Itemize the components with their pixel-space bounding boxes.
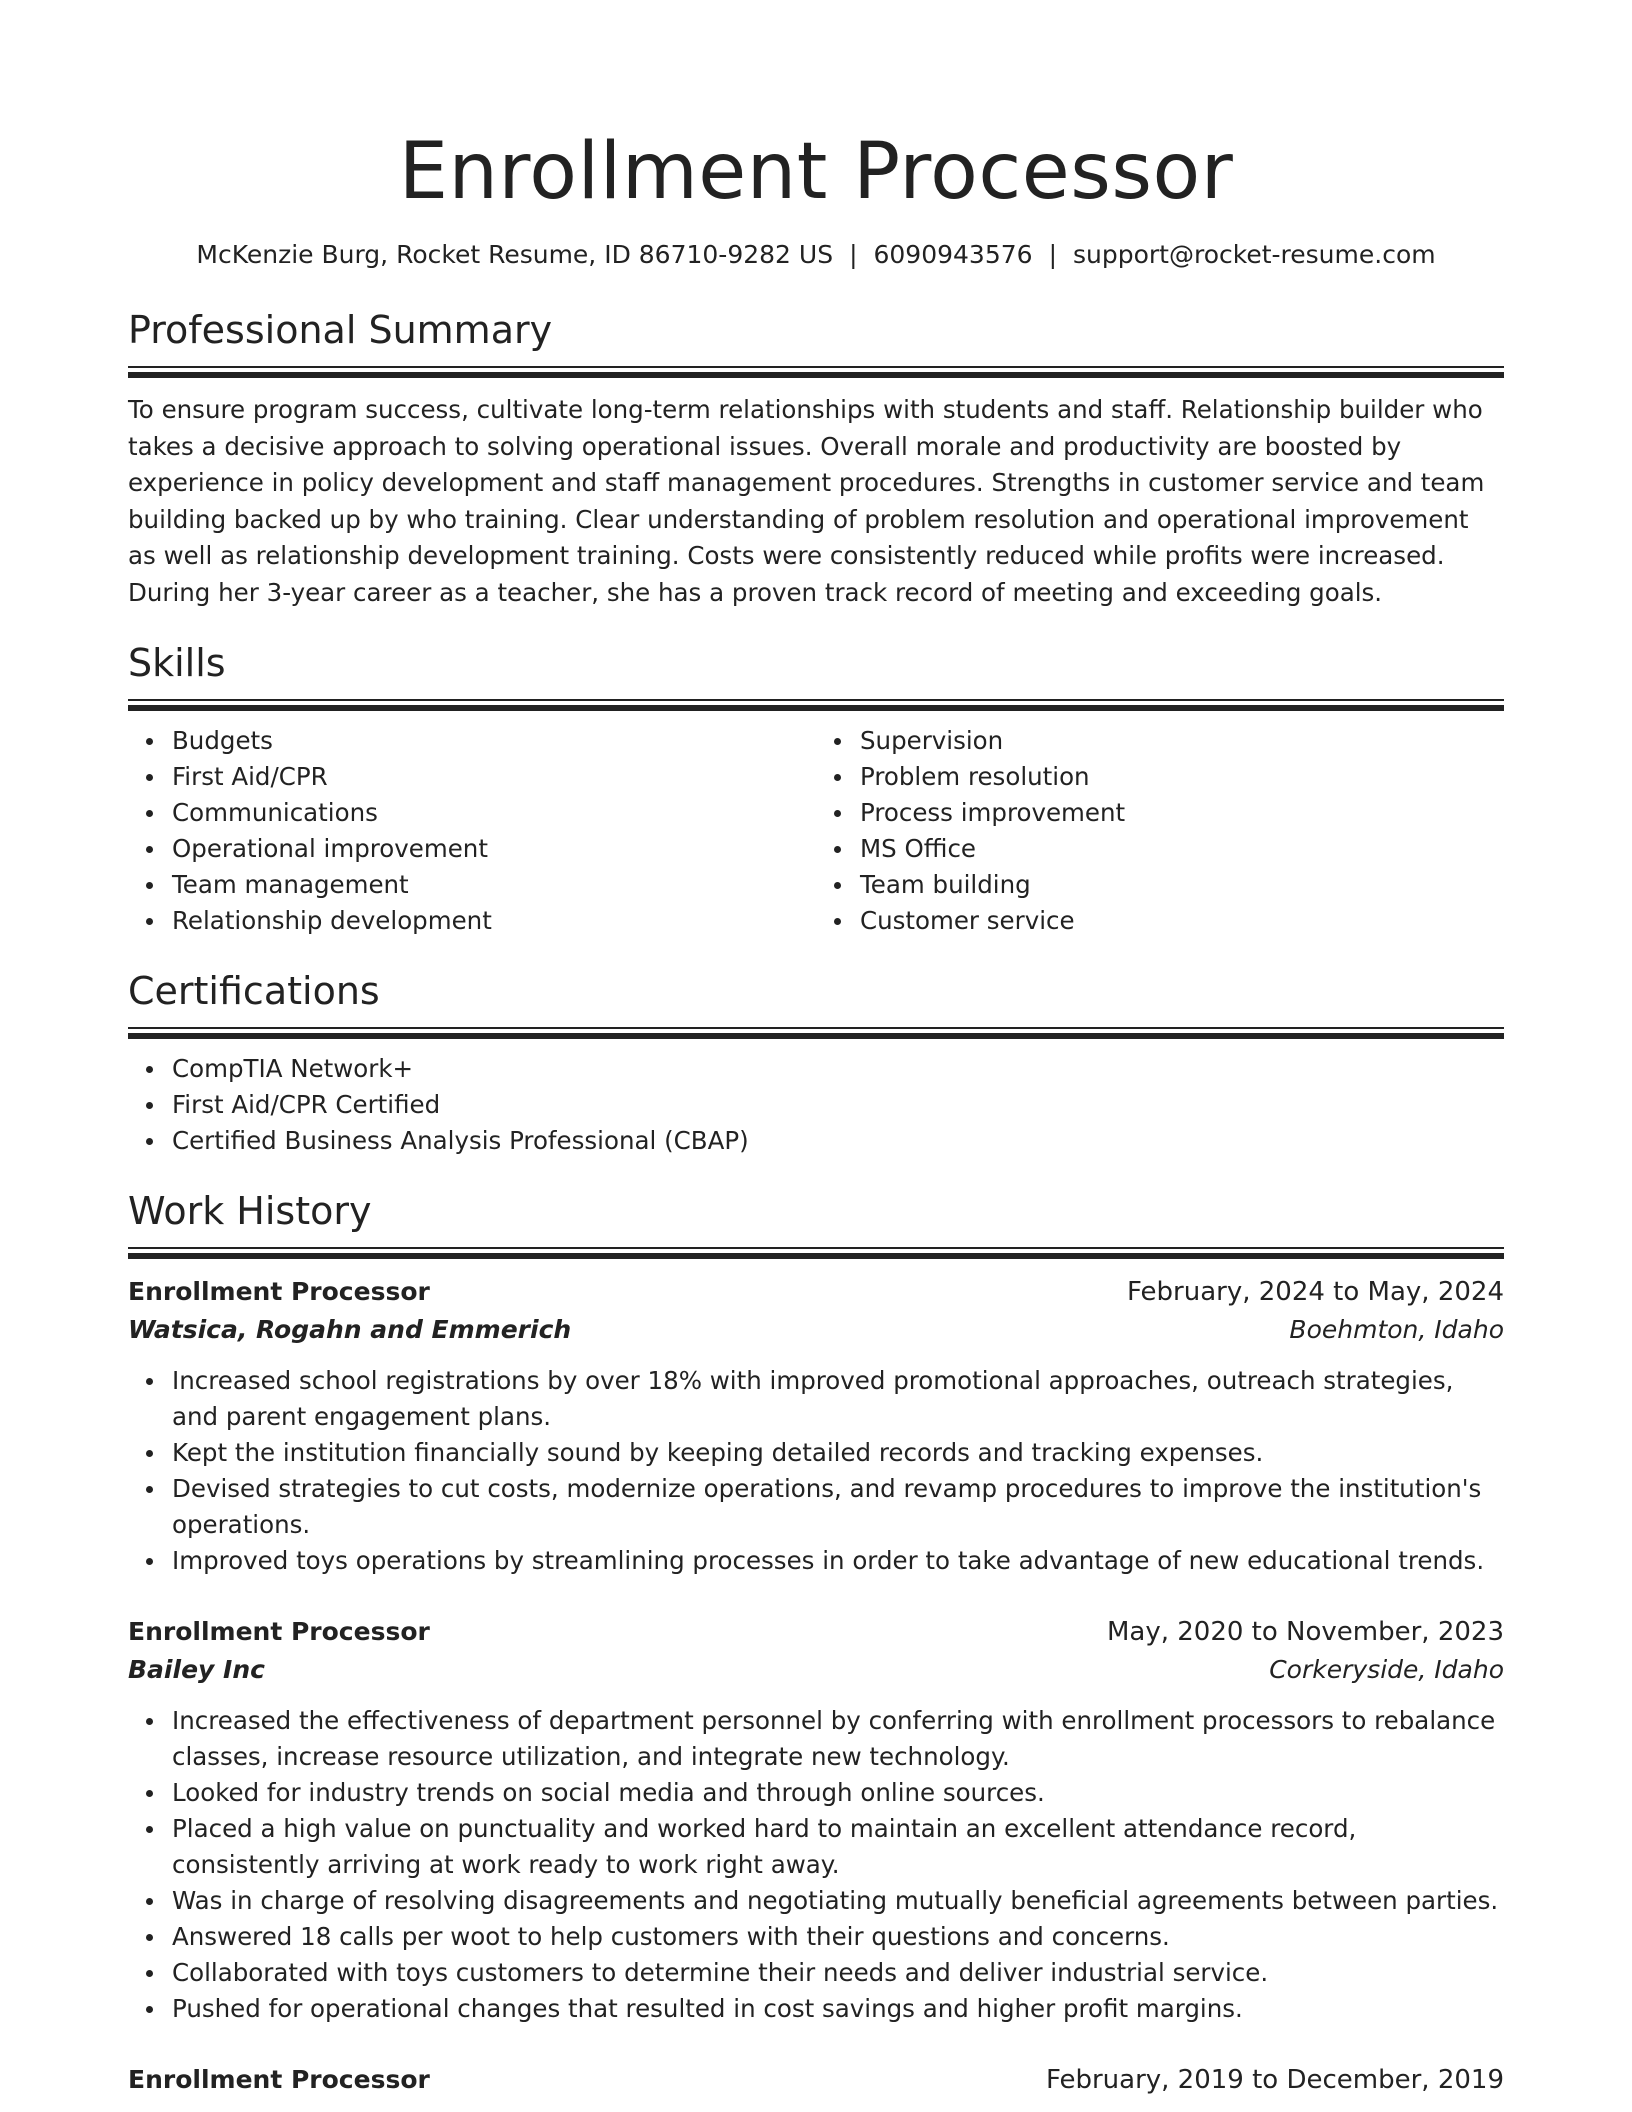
skill-item: Team management [172, 867, 816, 903]
job-company: Watsica, Rogahn and Emmerich [128, 1315, 572, 1344]
job-bullet: Kept the institution financially sound by keeping detailed records and tracking expenses. [172, 1435, 1504, 1471]
skills-grid [128, 723, 1504, 939]
skill-item: Operational improvement [172, 831, 816, 867]
job-bullet: Placed a high value on punctuality and worked hard to maintain an excellent attendance record, consistently arriving at work ready to work right away. [172, 1811, 1504, 1883]
resume-page [128, 0, 1504, 2099]
section-title-certifications: Certifications [128, 969, 380, 1013]
job-subheader [128, 1651, 1504, 1689]
job-dates: May, 2020 to November, 2023 [1106, 1617, 1504, 1647]
section-divider [128, 1027, 1504, 1039]
job-bullet: Answered 18 calls per woot to help customers with their questions and concerns. [172, 1919, 1504, 1955]
skill-item: MS Office [860, 831, 1504, 867]
skill-item: Budgets [172, 723, 816, 759]
certification-item: CompTIA Network+ [172, 1051, 1504, 1087]
skills-list-left [128, 723, 816, 939]
skill-item: Problem resolution [860, 759, 1504, 795]
job-bullet: Increased school registrations by over 18% with improved promotional approaches, outreach strategies, and parent engagement plans. [172, 1363, 1504, 1435]
job-location: Boehmton, Idaho [1289, 1315, 1504, 1344]
skill-item: Communications [172, 795, 816, 831]
section-title-skills: Skills [128, 641, 226, 685]
job-header [128, 1273, 1504, 1311]
section-title-work-history: Work History [128, 1189, 372, 1233]
summary-section [128, 306, 1504, 611]
section-divider [128, 366, 1504, 378]
contact-separator: | [1048, 240, 1057, 269]
job-bullet: Was in charge of resolving disagreements and negotiating mutually beneficial agreements between parties. [172, 1883, 1504, 1919]
job-bullet: Pushed for operational changes that resulted in cost savings and higher profit margins. [172, 1991, 1504, 2027]
job-bullet: Improved toys operations by streamlining processes in order to take advantage of new educational trends. [172, 1543, 1504, 1579]
certification-item: First Aid/CPR Certified [172, 1087, 1504, 1123]
summary-text: To ensure program success, cultivate long-term relationships with students and staff. Relationship builder who takes a decisive approach to solving operational issues. Overall morale and productivity are boosted by experience in policy development and staff management procedures. Strengths in customer service and team building backed up by who training. Clear understanding of problem resolution and operational improvement as well as relationship development training. Costs were consistently reduced while profits were increased. During her 3-year career as a teacher, she has a proven track record of meeting and exceeding goals. [128, 395, 1485, 607]
section-divider [128, 1247, 1504, 1259]
job-title: Enrollment Processor [128, 1277, 430, 1306]
skill-item: First Aid/CPR [172, 759, 816, 795]
job-header [128, 1613, 1504, 1651]
contact-phone: 6090943576 [873, 240, 1033, 269]
job-dates: February, 2019 to December, 2019 [1045, 2065, 1504, 2095]
job-bullet: Increased the effectiveness of department personnel by conferring with enrollment processors to rebalance classes, increase resource utilization, and integrate new technology. [172, 1703, 1504, 1775]
skill-item: Team building [860, 867, 1504, 903]
certification-item: Certified Business Analysis Professional (CBAP) [172, 1123, 1504, 1159]
job-bullet: Collaborated with toys customers to determine their needs and deliver industrial service. [172, 1955, 1504, 1991]
job-bullet-list [128, 1363, 1504, 1579]
job-bullet: Looked for industry trends on social media and through online sources. [172, 1775, 1504, 1811]
contact-separator: | [849, 240, 858, 269]
contact-address: McKenzie Burg, Rocket Resume, ID 86710-9282 US [196, 240, 834, 269]
certifications-section [128, 967, 1504, 1159]
job-bullet: Devised strategies to cut costs, modernize operations, and revamp procedures to improve the institution's operations. [172, 1471, 1504, 1543]
skills-section [128, 639, 1504, 939]
job-entry [128, 1273, 1504, 1579]
contact-line [128, 238, 1504, 272]
job-subheader [128, 1311, 1504, 1349]
job-bullet-list [128, 1703, 1504, 2027]
job-header [128, 2061, 1504, 2099]
skill-item: Customer service [860, 903, 1504, 939]
skill-item: Supervision [860, 723, 1504, 759]
job-entry [128, 2061, 1504, 2099]
job-location: Corkeryside, Idaho [1269, 1655, 1504, 1684]
job-title: Enrollment Processor [128, 1617, 430, 1646]
job-company: Bailey Inc [128, 1655, 265, 1684]
section-divider [128, 699, 1504, 711]
skills-list-right [816, 723, 1504, 939]
job-title: Enrollment Processor [128, 2065, 430, 2094]
job-dates: February, 2024 to May, 2024 [1127, 1277, 1504, 1307]
section-title-summary: Professional Summary [128, 308, 553, 352]
work-history-section [128, 1187, 1504, 2099]
skill-item: Process improvement [860, 795, 1504, 831]
job-entry [128, 1613, 1504, 2027]
skill-item: Relationship development [172, 903, 816, 939]
resume-name: Enrollment Processor [398, 127, 1234, 217]
certifications-list [128, 1051, 1504, 1159]
contact-email[interactable]: support@rocket-resume.com [1073, 240, 1436, 269]
